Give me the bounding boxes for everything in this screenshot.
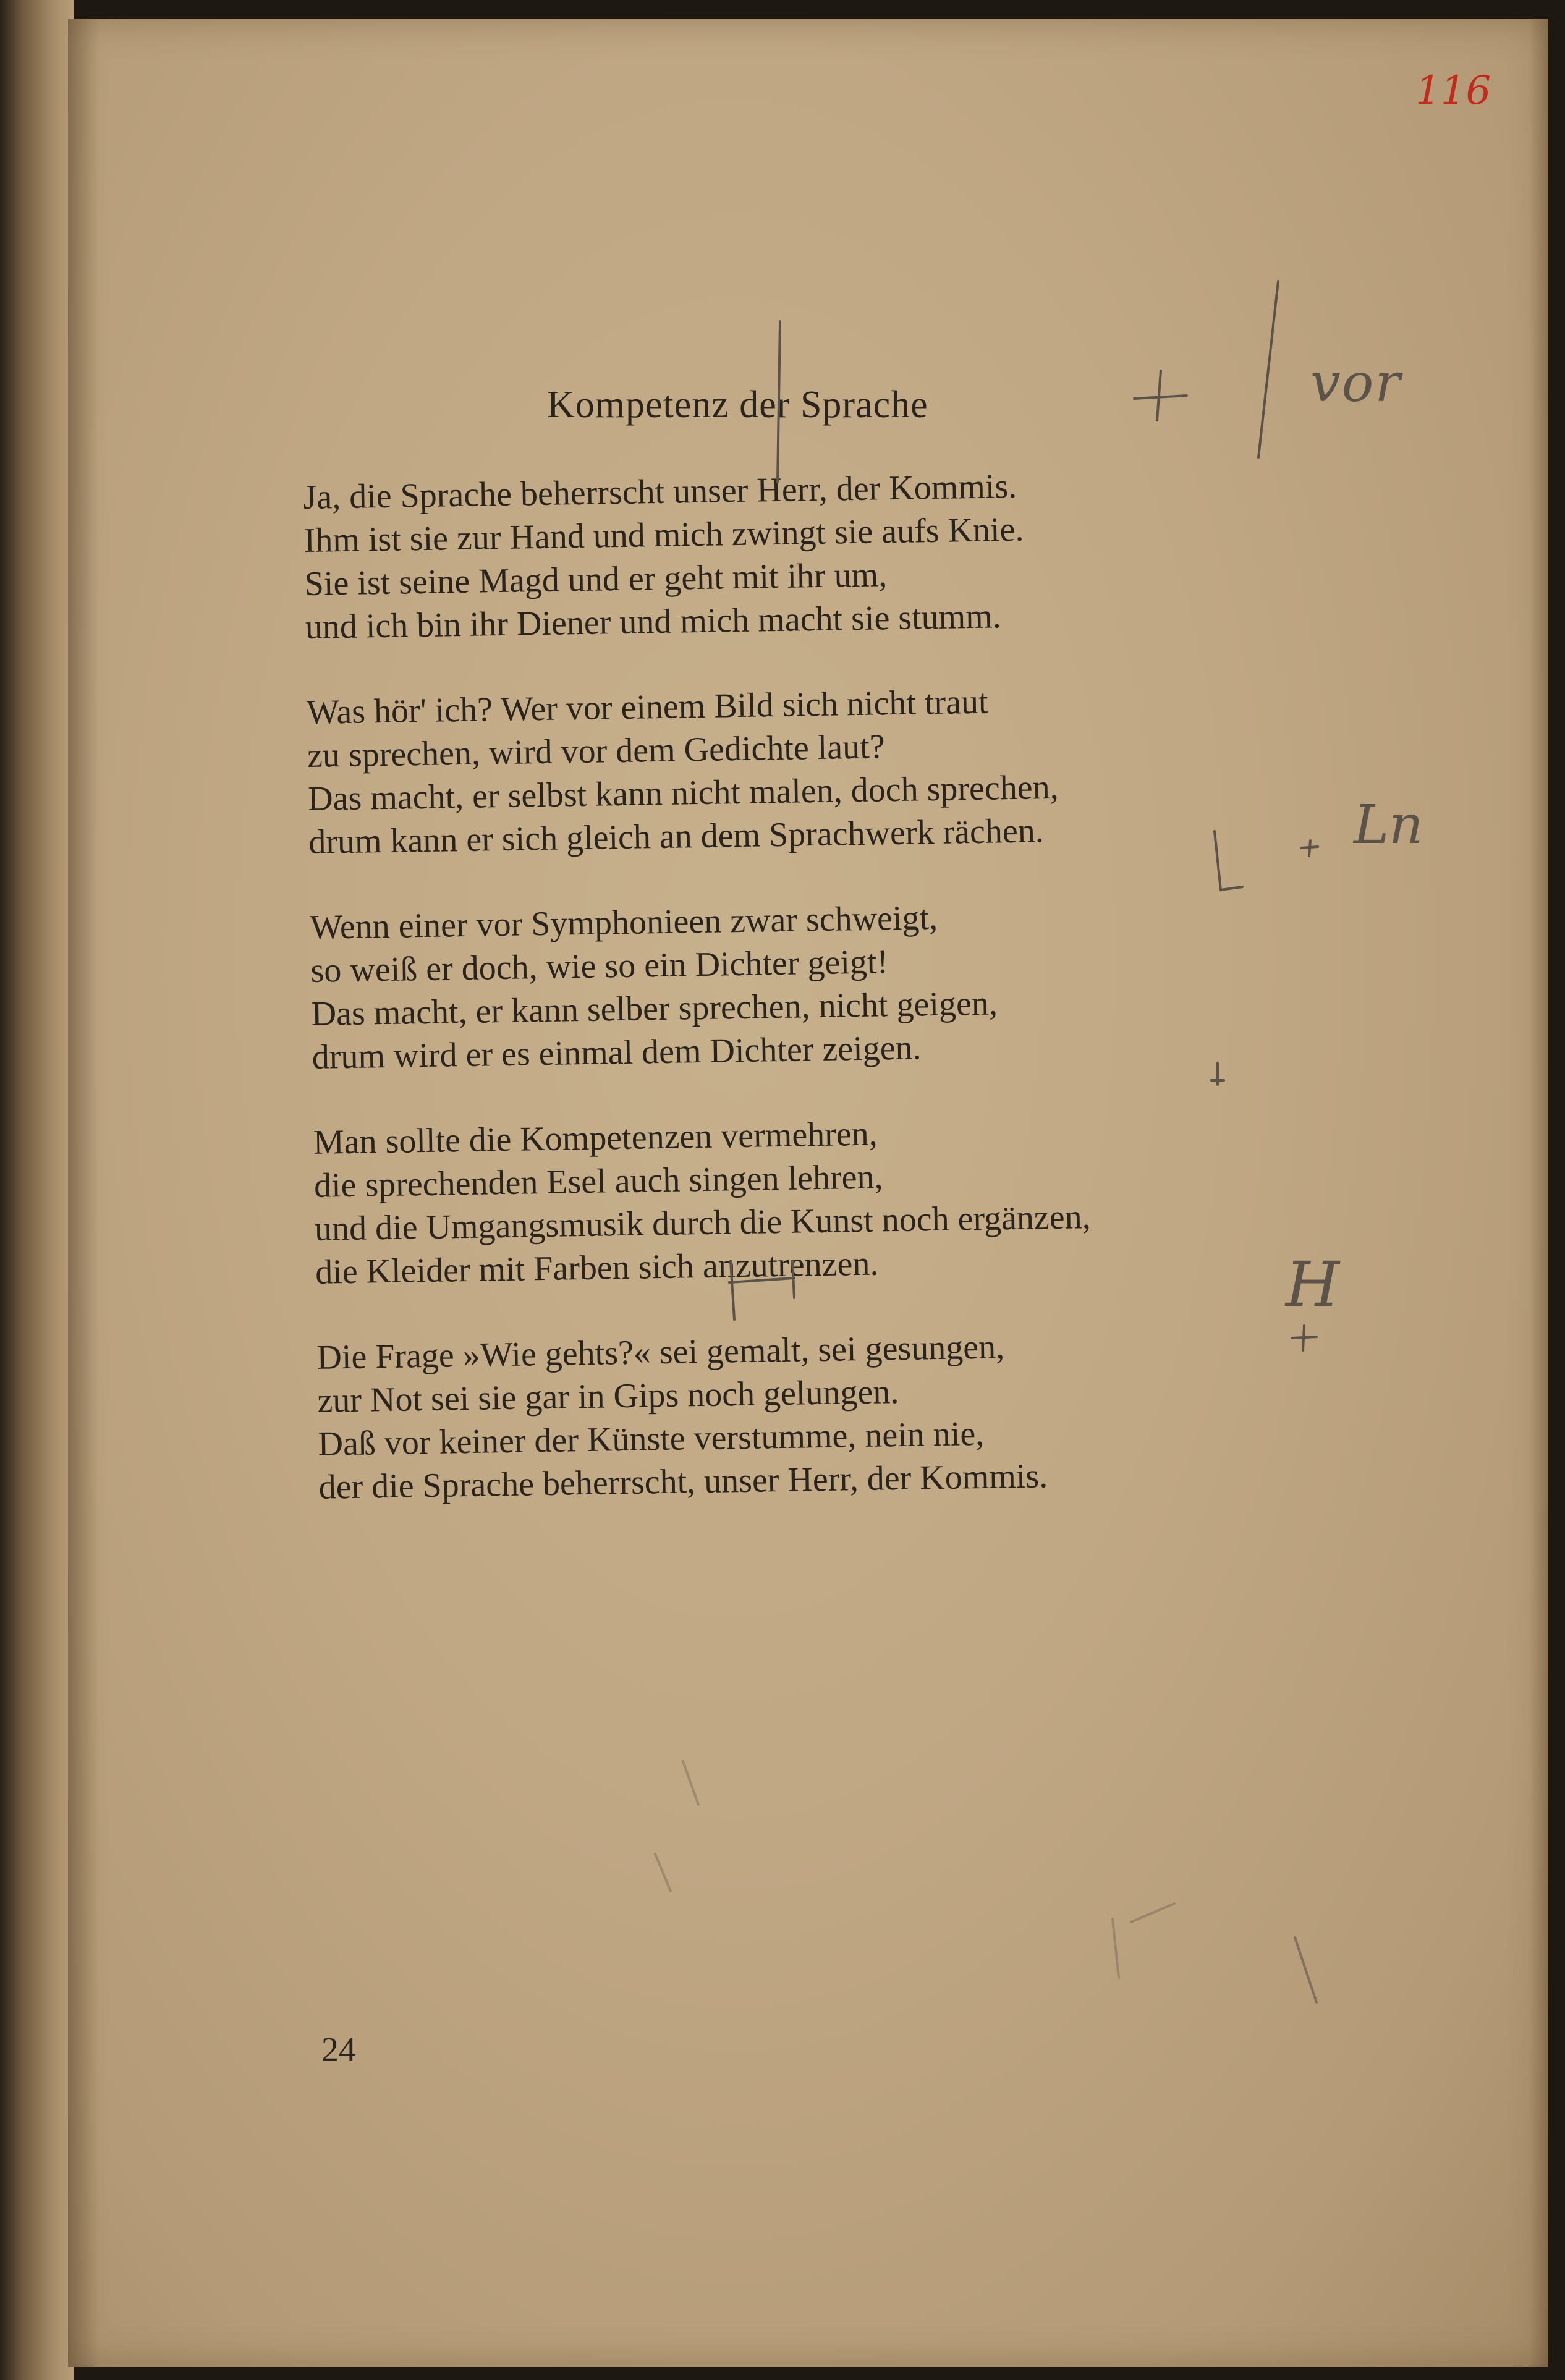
poem-line: drum kann er sich gleich an dem Sprachwerk rächen. [308, 811, 1045, 862]
plus-mark [1292, 1326, 1317, 1350]
poem-line: Wenn einer vor Symphonieen zwar schweigt, [309, 898, 938, 947]
poem-line: die Kleider mit Farben sich anzutrenzen. [315, 1244, 879, 1292]
slash-mark [1258, 281, 1278, 457]
poem-line: Sie ist seine Magd und er geht mit ihr um, [304, 556, 888, 603]
poem-line: Was hör' ich? Wer vor einem Bild sich nicht traut [306, 682, 989, 732]
faint-mark [1295, 1937, 1317, 2002]
poem-line: Das macht, er selbst kann nicht malen, doch sprechen, [307, 768, 1059, 818]
page-number: 24 [321, 2031, 356, 2069]
correction-mark [1215, 831, 1242, 890]
tick-mark [1211, 1063, 1224, 1085]
poem-line: und die Umgangsmusik durch die Kunst noch ergänzen, [314, 1198, 1092, 1248]
poem-title: Kompetenz der Sprache [547, 384, 928, 426]
folio-number: 116 [1415, 68, 1491, 114]
poem-line: Die Frage »Wie gehts?« sei gemalt, sei gesungen, [316, 1328, 1005, 1377]
poem-line: Ja, die Sprache beherrscht unser Herr, der Kommis. [303, 467, 1017, 517]
faint-mark [655, 1761, 1174, 1978]
poem-line: und ich bin ihr Diener und mich macht sie stumm. [305, 597, 1002, 646]
poem-line: so weiß er doch, wie so ein Dichter geigt! [310, 942, 889, 990]
poem-line: Daß vor keiner der Künste verstumme, nein nie, [318, 1414, 985, 1463]
poem-line: zu sprechen, wird vor dem Gedichte laut? [307, 727, 886, 775]
pencil-note-ln: Ln [1354, 794, 1423, 856]
plus-mark [1134, 371, 1187, 420]
bracket-mark [729, 1261, 794, 1319]
poem-line: zur Not sei sie gar in Gips noch gelungen. [317, 1373, 899, 1420]
poem-line: die sprechenden Esel auch singen lehren, [313, 1158, 883, 1205]
poem-line: Das macht, er kann selber sprechen, nicht geigen, [311, 984, 998, 1033]
poem-line: Ihm ist sie zur Hand und mich zwingt sie aufs Knie. [303, 510, 1024, 560]
title-division-mark [778, 321, 780, 482]
pencil-note-vor: vor [1310, 352, 1402, 414]
poem-line: Man sollte die Kompetenzen vermehren, [313, 1114, 878, 1162]
poem-line: der die Sprache beherrscht, unser Herr, der Kommis. [318, 1457, 1048, 1507]
poem-line: drum wird er es einmal dem Dichter zeigen. [312, 1028, 922, 1077]
pencil-note-h: H [1286, 1248, 1340, 1321]
plus-mark [1301, 841, 1318, 856]
